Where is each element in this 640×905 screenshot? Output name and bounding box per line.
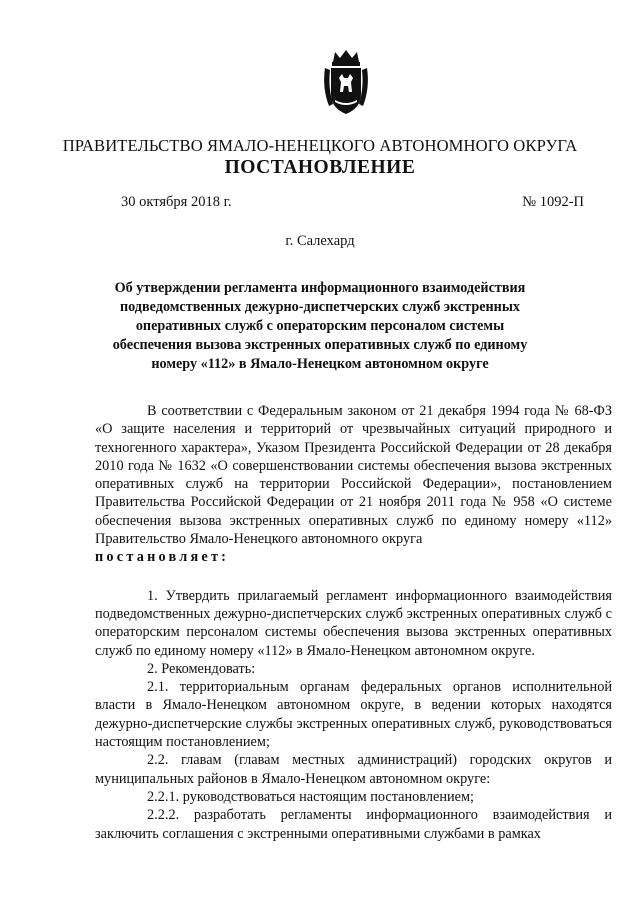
item-paragraph: 2.1. территориальным органам федеральных органов исполнительной власти в Ямало-Ненецком автономном округе, в ведении которых находятся дежурно-диспетчерские службы экстренных оперативных служб, руководствоваться настоящим постановлением; xyxy=(95,679,612,751)
resolves-word: постановляет: xyxy=(95,549,230,566)
item-paragraph: 2.2.1. руководствоваться настоящим постановлением; xyxy=(147,788,474,805)
document-type: ПОСТАНОВЛЕНИЕ xyxy=(224,157,416,178)
document-number: № 1092-П xyxy=(522,194,584,210)
item-paragraph: 2.2.2. разработать регламенты информационного взаимодействия и заключить соглашения с экстренными оперативными службами в рамках xyxy=(95,807,612,842)
item-paragraph: 2. Рекомендовать: xyxy=(147,660,256,677)
preamble-paragraph: В соответствии с Федеральным законом от 21 декабря 1994 года № 68-ФЗ «О защите населения и территорий от чрезвычайных ситуаций природного и техногенного характера», Указом Президента Российской Федерации от 28 декабря 2010 года № 1632 «О совершенствовании системы обеспечения вызова экстренных оперативных служб на территории Российской Федерации», постановлением Правительства Российской Федерации от 21 ноября 2011 года № 958 «О системе обеспечения вызова экстренных оперативных служб по единому номеру «112» Правительство Ямало-Ненецкого автономного округа xyxy=(95,403,612,548)
document-title: Об утверждении регламента информационного взаимодействия подведомственных дежурно-диспетчерских служб экстренных оперативных служб с операторским персоналом системы обеспечения вызова экстренных оперативных служб по единому номеру «112» в Ямало-Ненецком автономном округе xyxy=(112,280,528,372)
document-date: 30 октября 2018 г. xyxy=(121,194,232,210)
item-paragraph: 2.2. главам (главам местных администраций) городских округов и муниципальных районов в Ямало-Ненецком автономном округе: xyxy=(95,752,612,787)
item-paragraph: 1. Утвердить прилагаемый регламент информационного взаимодействия подведомственных дежурно-диспетчерских служб экстренных оперативных служб с операторским персоналом системы обеспечения вызова экстренных оперативных служб по единому номеру «112» в Ямало-Ненецком автономном округе. xyxy=(95,587,612,659)
document-city: г. Салехард xyxy=(285,233,355,249)
document-body xyxy=(95,402,612,843)
coat-of-arms-icon xyxy=(319,48,373,118)
organization-name: ПРАВИТЕЛЬСТВО ЯМАЛО-НЕНЕЦКОГО АВТОНОМНОГО ОКРУГА xyxy=(62,136,578,155)
